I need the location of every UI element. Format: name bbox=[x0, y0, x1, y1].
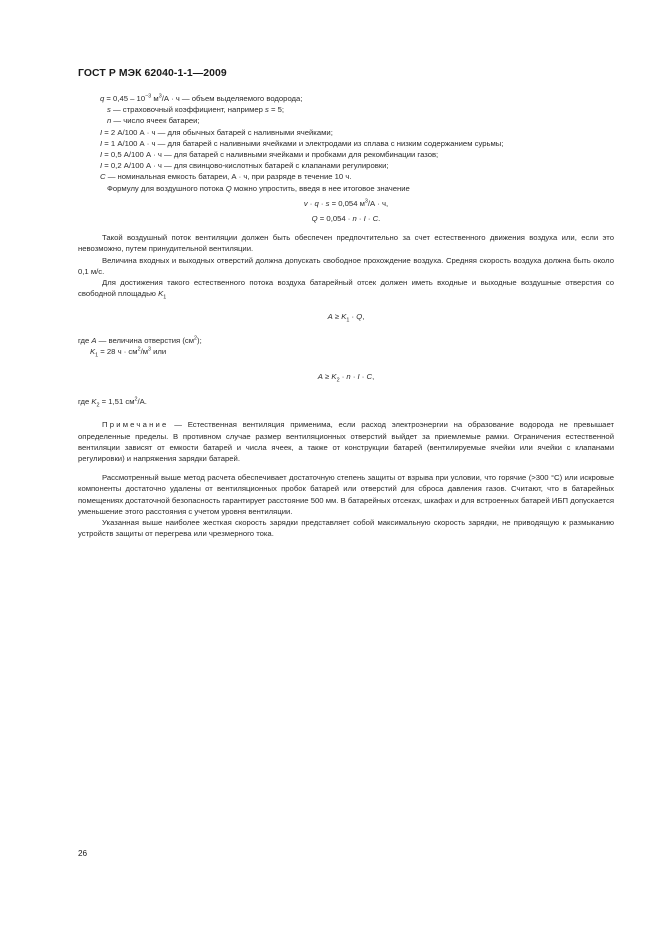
note-paragraph: Примечание — Естественная вентиляция применима, если расход электроэнергии на образование водорода не превышает определенные пределы. В противном случае размер вентиляционных отверстий выйдет за приемлемые рамки. Ограничения естественной вентиляции зависят от емкости батарей и числа ячеек, а также от конструкции батарей (вентилируемые ячейки или ячейки с клапанами регулировки) и напряжения зарядки батарей. bbox=[78, 420, 614, 464]
definition-i-3: I = 0,5 А/100 А · ч — для батарей с наливными ячейками и пробками для рекомбинации газов; bbox=[100, 150, 439, 160]
page-number: 26 bbox=[78, 849, 88, 858]
equation-a-k1: $A \ge K_1 \cdot Q$, bbox=[327, 312, 365, 324]
equation-q: Q = 0,054 · n · I · C. bbox=[311, 214, 381, 224]
where-k2: где $K_2 = 1,51$ $см^2/А$. bbox=[78, 396, 147, 409]
definition-q: $q = 0,45 - 10^{-3}$ $м^3/А \cdot ч$ — объем выделяемого водорода; bbox=[100, 93, 303, 103]
paragraph-calculation-method: Рассмотренный выше метод расчета обеспечивает достаточную степень защиты от взрыва при условии, что горячие (>300 °С) или искровые компоненты достаточно удалены от вентиляционных пробок батарей или отверстий для сброса давления газов. Считают, что в батарейных помещениях достаточной безопасность гарантирует расстояние 500 мм. В батарейных отсеках, шкафах и для встроенных батарей ИБП допускается уменьшение этого расстояния с учетом уровня вентиляции. bbox=[78, 473, 614, 516]
definition-s: s — страховочный коэффициент, например s = 5; bbox=[107, 105, 285, 115]
definition-n: n — число ячеек батареи; bbox=[107, 116, 200, 126]
definition-i-1: I = 2 А/100 А · ч — для обычных батарей с наливными ячейками; bbox=[100, 127, 333, 137]
note-label: Примечание bbox=[102, 420, 169, 430]
paragraph-airflow: Такой воздушный поток вентиляции должен быть обеспечен предпочтительно за счет естественного движения воздуха или, если это невозможно, путем принудительной вентиляции. bbox=[78, 233, 614, 254]
paragraph-natural-flow: Для достижения такого естественного потока воздуха батарейный отсек должен иметь входные и выходные воздушные отверстия со свободной площадью $K_1$ bbox=[78, 278, 614, 301]
document-header: ГОСТ Р МЭК 62040-1-1—2009 bbox=[78, 68, 227, 79]
equation-a-k2: $A \ge K_2 \cdot n \cdot I \cdot C$, bbox=[317, 372, 375, 384]
paragraph-openings: Величина входных и выходных отверстий должна допускать свободное прохождение воздуха. Средняя скорость воздуха должна быть около 0,1 м/с. bbox=[78, 255, 614, 276]
equation-vqs: v · q · s = 0,054 $м^3/А \cdot ч$, bbox=[303, 198, 389, 208]
paragraph-charging-rate: Указанная выше наиболее жесткая скорость зарядки представляет собой максимальную скорость зарядки, не приводящую к размыканию устройств защиты от перегрева или чрезмерного тока. bbox=[78, 518, 614, 539]
document-body bbox=[78, 93, 614, 540]
definition-i-4: I = 0,2 А/100 А · ч — для свинцово-кислотных батарей с клапанами регулировки; bbox=[100, 161, 389, 171]
definition-c: C — номинальная емкость батареи, А · ч, при разряде в течение 10 ч. bbox=[100, 172, 352, 182]
formula-intro: Формулу для воздушного потока Q можно упростить, введя в нее итоговое значение bbox=[107, 183, 410, 193]
definition-k1: $K_1 = 28$ $ч \cdot см^2/м^3$ или bbox=[90, 346, 167, 359]
definition-i-2: I = 1 А/100 А · ч — для батарей с наливными ячейками и электродами из сплава с низким содержанием сурьмы; bbox=[100, 138, 504, 148]
where-a: где A — величина отверстия $(см^2)$; bbox=[78, 335, 202, 345]
